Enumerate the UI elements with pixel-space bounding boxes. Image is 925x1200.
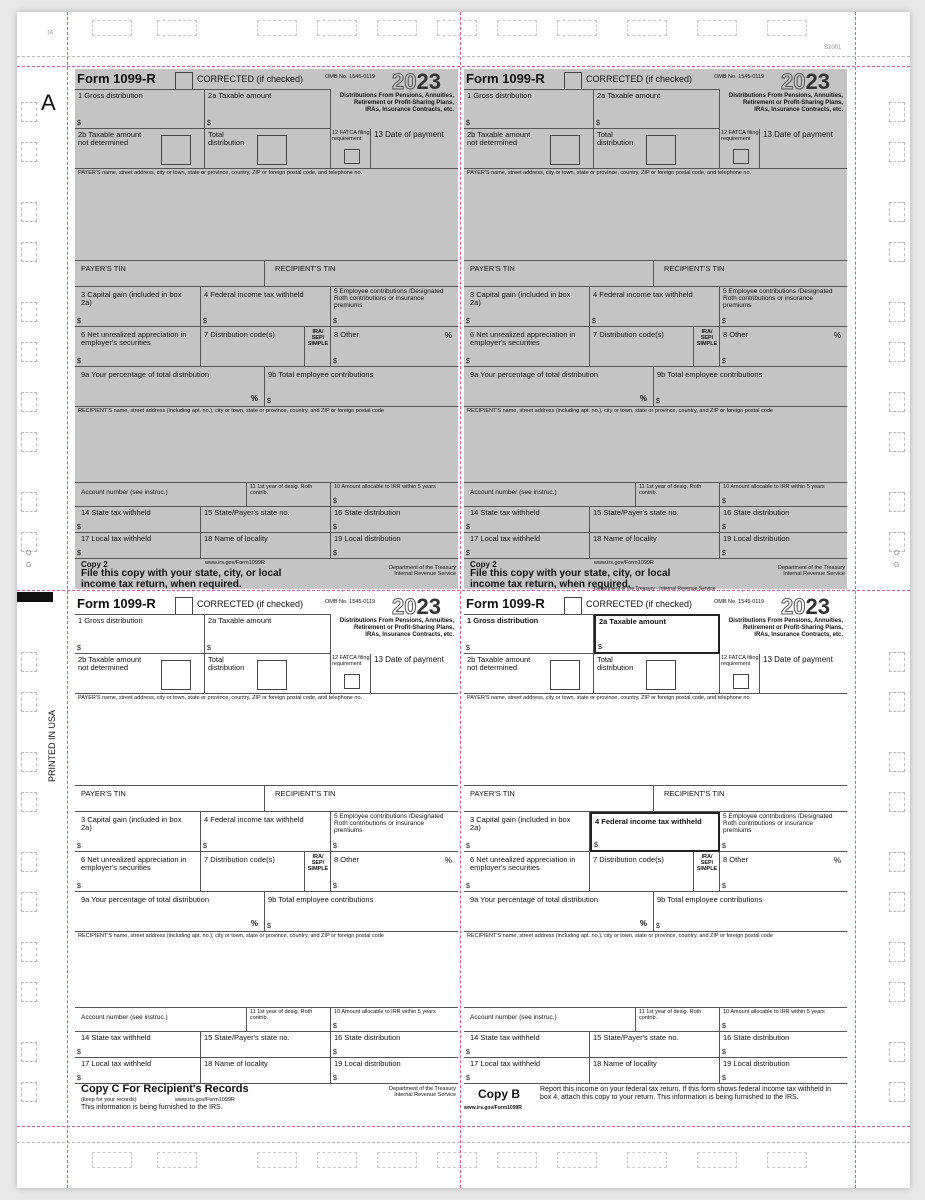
ira-sep-simple-box[interactable]: IRA/ SEP/ SIMPLE	[305, 327, 331, 367]
box2a-taxable-amount[interactable]: 2a Taxable amount $	[594, 614, 720, 654]
box13-date-of-payment[interactable]: 13 Date of payment	[371, 654, 458, 694]
box2b-taxable-not-determined[interactable]: 2b Taxable amount not determined	[464, 129, 594, 169]
box15-state-payer-state-no[interactable]: 15 State/Payer's state no.	[201, 1032, 331, 1058]
corrected-label: CORRECTED (if checked)	[586, 599, 693, 609]
form-1099r-copy2-right	[464, 69, 847, 589]
account-number[interactable]: Account number (see instruc.)	[75, 483, 247, 507]
box12-fatca[interactable]: 12 FATCA filing requirement	[331, 654, 371, 694]
payer-tin[interactable]: PAYER'S TIN	[75, 261, 265, 287]
box5-employee-contributions[interactable]: 5 Employee contributions /Designated Roth contributions or insurance premiums $	[720, 812, 847, 852]
account-number[interactable]: Account number (see instruc.)	[75, 1008, 247, 1032]
box9b-total-employee-contributions[interactable]: 9b Total employee contributions $	[654, 367, 847, 407]
box18-name-of-locality[interactable]: 18 Name of locality	[590, 533, 720, 559]
box3-capital-gain[interactable]: 3 Capital gain (included in box 2a) $	[464, 287, 590, 327]
box2a-taxable-amount[interactable]: 2a Taxable amount $	[205, 614, 331, 654]
box13-date-of-payment[interactable]: 13 Date of payment	[371, 129, 458, 169]
payer-name-address[interactable]: PAYER'S name, street address, city or town, state or province, country, ZIP or foreign postal code, and telephone no.	[464, 694, 847, 786]
box4-federal-tax-withheld[interactable]: 4 Federal income tax withheld $	[201, 287, 331, 327]
box17-local-tax-withheld[interactable]: 17 Local tax withheld $	[464, 533, 590, 559]
box15-state-payer-state-no[interactable]: 15 State/Payer's state no.	[201, 507, 331, 533]
distributions-heading: Distributions From Pensions, Annuities, Retirement or Profit-Sharing Plans, IRAs, Insurance Contracts, etc.	[339, 93, 454, 113]
total-distribution-box[interactable]: Total distribution	[594, 654, 720, 694]
box5-employee-contributions[interactable]: 5 Employee contributions /Designated Roth contributions or insurance premiums $	[331, 812, 458, 852]
tax-year: 2023	[781, 594, 830, 619]
box6-net-unrealized-appreciation[interactable]: 6 Net unrealized appreciation in employer's securities $	[464, 327, 590, 367]
distributions-heading: Distributions From Pensions, Annuities, Retirement or Profit-Sharing Plans, IRAs, Insurance Contracts, etc.	[339, 618, 454, 638]
irs-website: www.irs.gov/Form1099R	[205, 560, 265, 566]
box8-other[interactable]: 8 Other % $	[720, 852, 847, 892]
box3-capital-gain[interactable]: 3 Capital gain (included in box 2a) $	[75, 812, 201, 852]
box1-gross-distribution[interactable]: 1 Gross distribution $	[75, 614, 205, 654]
box10-amount-allocable-irr[interactable]: 10 Amount allocable to IRR within 5 years $	[720, 1008, 847, 1032]
box2a-taxable-amount[interactable]: 2a Taxable amount $	[594, 89, 720, 129]
keep-note: (keep for your records)	[81, 1097, 137, 1103]
box18-name-of-locality[interactable]: 18 Name of locality	[201, 533, 331, 559]
ira-sep-simple-box[interactable]: IRA/ SEP/ SIMPLE	[305, 852, 331, 892]
margin-mark-left-o: O	[26, 550, 32, 557]
cut-line-left	[67, 12, 68, 1188]
box1-gross-distribution[interactable]: 1 Gross distribution $	[464, 614, 594, 654]
payer-name-address[interactable]: PAYER'S name, street address, city or town, state or province, country, ZIP or foreign postal code, and telephone no.	[75, 169, 458, 261]
payer-tin[interactable]: PAYER'S TIN	[464, 786, 654, 812]
box12-fatca[interactable]: 12 FATCA filing requirement	[720, 654, 760, 694]
copy-label: Copy B	[478, 1087, 520, 1101]
box9b-total-employee-contributions[interactable]: 9b Total employee contributions $	[265, 367, 458, 407]
form-title: Form 1099-R	[77, 596, 156, 611]
box5-employee-contributions[interactable]: 5 Employee contributions /Designated Roth contributions or insurance premiums $	[720, 287, 847, 327]
box19-local-distribution[interactable]: 19 Local distribution $	[331, 1058, 458, 1084]
box9a-percentage-total-distribution[interactable]: 9a Your percentage of total distribution %	[464, 892, 654, 932]
box3-capital-gain[interactable]: 3 Capital gain (included in box 2a) $	[75, 287, 201, 327]
alignment-mark	[17, 592, 53, 602]
box9a-percentage-total-distribution[interactable]: 9a Your percentage of total distribution %	[464, 367, 654, 407]
box18-name-of-locality[interactable]: 18 Name of locality	[201, 1058, 331, 1084]
recipient-name-address[interactable]: RECIPIENT'S name, street address (including apt. no.), city or town, state or province, country, and ZIP or foreign postal code	[75, 932, 458, 1008]
box12-fatca[interactable]: 12 FATCA filing requirement	[720, 129, 760, 169]
recipient-tin[interactable]: RECIPIENT'S TIN	[654, 261, 847, 287]
box19-local-distribution[interactable]: 19 Local distribution $	[720, 533, 847, 559]
corrected-label: CORRECTED (if checked)	[197, 74, 304, 84]
margin-mark-left-g: G	[26, 562, 32, 569]
distributions-heading: Distributions From Pensions, Annuities, Retirement or Profit-Sharing Plans, IRAs, Insurance Contracts, etc.	[728, 618, 843, 638]
box10-amount-allocable-irr[interactable]: 10 Amount allocable to IRR within 5 years $	[331, 483, 458, 507]
box19-local-distribution[interactable]: 19 Local distribution $	[720, 1058, 847, 1084]
copy-label: Copy C For Recipient's Records	[81, 1083, 249, 1095]
tax-year: 2023	[392, 594, 441, 619]
box2b-taxable-not-determined[interactable]: 2b Taxable amount not determined	[75, 129, 205, 169]
box9b-total-employee-contributions[interactable]: 9b Total employee contributions $	[654, 892, 847, 932]
sheet-code-left: 1A	[47, 30, 54, 36]
copy-footer	[464, 1084, 847, 1116]
irs-website: www.irs.gov/Form1099R	[175, 1097, 235, 1103]
corrected-label: CORRECTED (if checked)	[197, 599, 304, 609]
box6-net-unrealized-appreciation[interactable]: 6 Net unrealized appreciation in employer's securities $	[75, 852, 201, 892]
box10-amount-allocable-irr[interactable]: 10 Amount allocable to IRR within 5 years $	[720, 483, 847, 507]
cut-line-bottom	[17, 1126, 910, 1127]
account-number[interactable]: Account number (see instruc.)	[464, 1008, 636, 1032]
printed-in-usa: PRINTED IN USA	[47, 709, 57, 782]
recipient-tin[interactable]: RECIPIENT'S TIN	[265, 261, 458, 287]
top-perforation-line	[17, 56, 910, 57]
cut-line-right	[855, 12, 856, 1188]
recipient-name-address[interactable]: RECIPIENT'S name, street address (including apt. no.), city or town, state or province, country, and ZIP or foreign postal code	[75, 407, 458, 483]
box11-first-year-roth[interactable]: 11 1st year of desig. Roth contrib.	[247, 483, 331, 507]
box7-distribution-codes[interactable]: 7 Distribution code(s)	[590, 327, 694, 367]
form-title: Form 1099-R	[77, 71, 156, 86]
box4-federal-tax-withheld[interactable]: 4 Federal income tax withheld $	[590, 287, 720, 327]
tax-year: 2023	[781, 69, 830, 94]
box17-local-tax-withheld[interactable]: 17 Local tax withheld $	[464, 1058, 590, 1084]
box16-state-distribution[interactable]: 16 State distribution $	[720, 1032, 847, 1058]
box14-state-tax-withheld[interactable]: 14 State tax withheld $	[464, 1032, 590, 1058]
copy-instruction: File this copy with your state, city, or local income tax return, when required.	[470, 568, 671, 590]
box6-net-unrealized-appreciation[interactable]: 6 Net unrealized appreciation in employer's securities $	[75, 327, 201, 367]
recipient-tin[interactable]: RECIPIENT'S TIN	[265, 786, 458, 812]
box16-state-distribution[interactable]: 16 State distribution $	[331, 1032, 458, 1058]
box2b-taxable-not-determined[interactable]: 2b Taxable amount not determined	[75, 654, 205, 694]
box13-date-of-payment[interactable]: 13 Date of payment	[760, 654, 847, 694]
copy-label: Copy 2	[81, 560, 108, 569]
copy-instruction: File this copy with your state, city, or local income tax return, when required.	[81, 568, 282, 590]
box15-state-payer-state-no[interactable]: 15 State/Payer's state no.	[590, 1032, 720, 1058]
box18-name-of-locality[interactable]: 18 Name of locality	[590, 1058, 720, 1084]
box9b-total-employee-contributions[interactable]: 9b Total employee contributions $	[265, 892, 458, 932]
total-distribution-box[interactable]: Total distribution	[205, 129, 331, 169]
box3-capital-gain[interactable]: 3 Capital gain (included in box 2a) $	[464, 812, 590, 852]
box13-date-of-payment[interactable]: 13 Date of payment	[760, 129, 847, 169]
form-1099r-copyc	[75, 594, 458, 1114]
box9a-percentage-total-distribution[interactable]: 9a Your percentage of total distribution %	[75, 892, 265, 932]
box8-other[interactable]: 8 Other % $	[331, 852, 458, 892]
box8-other[interactable]: 8 Other % $	[720, 327, 847, 367]
sheet-code-right: S2001	[824, 45, 842, 51]
corrected-checkbox[interactable]	[564, 597, 582, 615]
box2b-taxable-not-determined[interactable]: 2b Taxable amount not determined	[464, 654, 594, 694]
box7-distribution-codes[interactable]: 7 Distribution code(s)	[201, 852, 305, 892]
total-distribution-box[interactable]: Total distribution	[594, 129, 720, 169]
box8-other[interactable]: 8 Other % $	[331, 327, 458, 367]
box17-local-tax-withheld[interactable]: 17 Local tax withheld $	[75, 533, 201, 559]
recipient-tin[interactable]: RECIPIENT'S TIN	[654, 786, 847, 812]
form-1099r-copyb	[464, 586, 847, 1114]
payer-name-address[interactable]: PAYER'S name, street address, city or town, state or province, country, ZIP or foreign postal code, and telephone no.	[75, 694, 458, 786]
box12-fatca[interactable]: 12 FATCA filing requirement	[331, 129, 371, 169]
box17-local-tax-withheld[interactable]: 17 Local tax withheld $	[75, 1058, 201, 1084]
box16-state-distribution[interactable]: 16 State distribution $	[720, 507, 847, 533]
omb-number: OMB No. 1545-0119	[325, 599, 376, 605]
distributions-heading: Distributions From Pensions, Annuities, Retirement or Profit-Sharing Plans, IRAs, Insurance Contracts, etc.	[728, 93, 843, 113]
department-label: Department of the Treasury Internal Revenue Service	[389, 565, 456, 577]
irs-website: www.irs.gov/Form1099R	[594, 560, 654, 566]
corrected-checkbox[interactable]	[175, 597, 193, 615]
box2a-taxable-amount[interactable]: 2a Taxable amount $	[205, 89, 331, 129]
payer-name-address[interactable]: PAYER'S name, street address, city or town, state or province, country, ZIP or foreign postal code, and telephone no.	[464, 169, 847, 261]
irs-website: www.irs.gov/Form1099R	[464, 1105, 522, 1111]
box7-distribution-codes[interactable]: 7 Distribution code(s)	[201, 327, 305, 367]
right-feed-holes	[889, 12, 919, 1188]
department-label: Department of the Treasury Internal Revenue Service	[389, 1086, 456, 1098]
copy-instruction: This information is being furnished to the IRS.	[81, 1104, 223, 1111]
form-1099r-copy2-left	[75, 69, 458, 589]
copy-footer	[75, 1084, 458, 1116]
box1-gross-distribution[interactable]: 1 Gross distribution $	[464, 89, 594, 129]
bottom-perforation-line	[17, 1142, 910, 1143]
recipient-name-address[interactable]: RECIPIENT'S name, street address (including apt. no.), city or town, state or province, country, and ZIP or foreign postal code	[464, 932, 847, 1008]
copy-label: Copy 2	[470, 560, 497, 569]
box11-first-year-roth[interactable]: 11 1st year of desig. Roth contrib.	[636, 483, 720, 507]
box14-state-tax-withheld[interactable]: 14 State tax withheld $	[75, 1032, 201, 1058]
box4-federal-tax-withheld[interactable]: 4 Federal income tax withheld $	[201, 812, 331, 852]
omb-number: OMB No. 1545-0119	[325, 74, 376, 80]
recipient-name-address[interactable]: RECIPIENT'S name, street address (including apt. no.), city or town, state or province, country, and ZIP or foreign postal code	[464, 407, 847, 483]
account-number[interactable]: Account number (see instruc.)	[464, 483, 636, 507]
corrected-checkbox[interactable]	[564, 72, 582, 90]
side-letter: A	[41, 90, 56, 115]
form-sheet	[17, 12, 910, 1188]
payer-tin[interactable]: PAYER'S TIN	[75, 786, 265, 812]
box14-state-tax-withheld[interactable]: 14 State tax withheld $	[464, 507, 590, 533]
corrected-label: CORRECTED (if checked)	[586, 74, 693, 84]
box19-local-distribution[interactable]: 19 Local distribution $	[331, 533, 458, 559]
cut-line-center	[460, 12, 461, 1188]
ira-sep-simple-box[interactable]: IRA/ SEP/ SIMPLE	[694, 852, 720, 892]
copy-footer	[75, 559, 458, 591]
box15-state-payer-state-no[interactable]: 15 State/Payer's state no.	[590, 507, 720, 533]
top-department: Department of the Treasury - Internal Revenue Service	[594, 586, 716, 592]
box5-employee-contributions[interactable]: 5 Employee contributions /Designated Roth contributions or insurance premiums $	[331, 287, 458, 327]
department-label: Department of the Treasury Internal Revenue Service	[778, 565, 845, 577]
margin-mark-right-g: G	[894, 562, 900, 569]
box14-state-tax-withheld[interactable]: 14 State tax withheld $	[75, 507, 201, 533]
omb-number: OMB No. 1545-0119	[714, 599, 765, 605]
payer-tin[interactable]: PAYER'S TIN	[464, 261, 654, 287]
box11-first-year-roth[interactable]: 11 1st year of desig. Roth contrib.	[247, 1008, 331, 1032]
box1-gross-distribution[interactable]: 1 Gross distribution $	[75, 89, 205, 129]
form-title: Form 1099-R	[466, 596, 545, 611]
omb-number: OMB No. 1545-0119	[714, 74, 765, 80]
box16-state-distribution[interactable]: 16 State distribution $	[331, 507, 458, 533]
box11-first-year-roth[interactable]: 11 1st year of desig. Roth contrib.	[636, 1008, 720, 1032]
box7-distribution-codes[interactable]: 7 Distribution code(s)	[590, 852, 694, 892]
total-distribution-box[interactable]: Total distribution	[205, 654, 331, 694]
box6-net-unrealized-appreciation[interactable]: 6 Net unrealized appreciation in employer's securities $	[464, 852, 590, 892]
box10-amount-allocable-irr[interactable]: 10 Amount allocable to IRR within 5 years $	[331, 1008, 458, 1032]
ira-sep-simple-box[interactable]: IRA/ SEP/ SIMPLE	[694, 327, 720, 367]
copy-instruction: Report this income on your federal tax return. If this form shows federal income tax withheld in box 4, attach this copy to your return. This information is being furnished to the IRS.	[540, 1086, 832, 1101]
form-title: Form 1099-R	[466, 71, 545, 86]
box4-federal-tax-withheld[interactable]: 4 Federal income tax withheld $	[590, 812, 720, 852]
margin-mark-right-o: O	[894, 550, 900, 557]
tax-year: 2023	[392, 69, 441, 94]
corrected-checkbox[interactable]	[175, 72, 193, 90]
cut-line-top	[17, 66, 910, 67]
box9a-percentage-total-distribution[interactable]: 9a Your percentage of total distribution %	[75, 367, 265, 407]
